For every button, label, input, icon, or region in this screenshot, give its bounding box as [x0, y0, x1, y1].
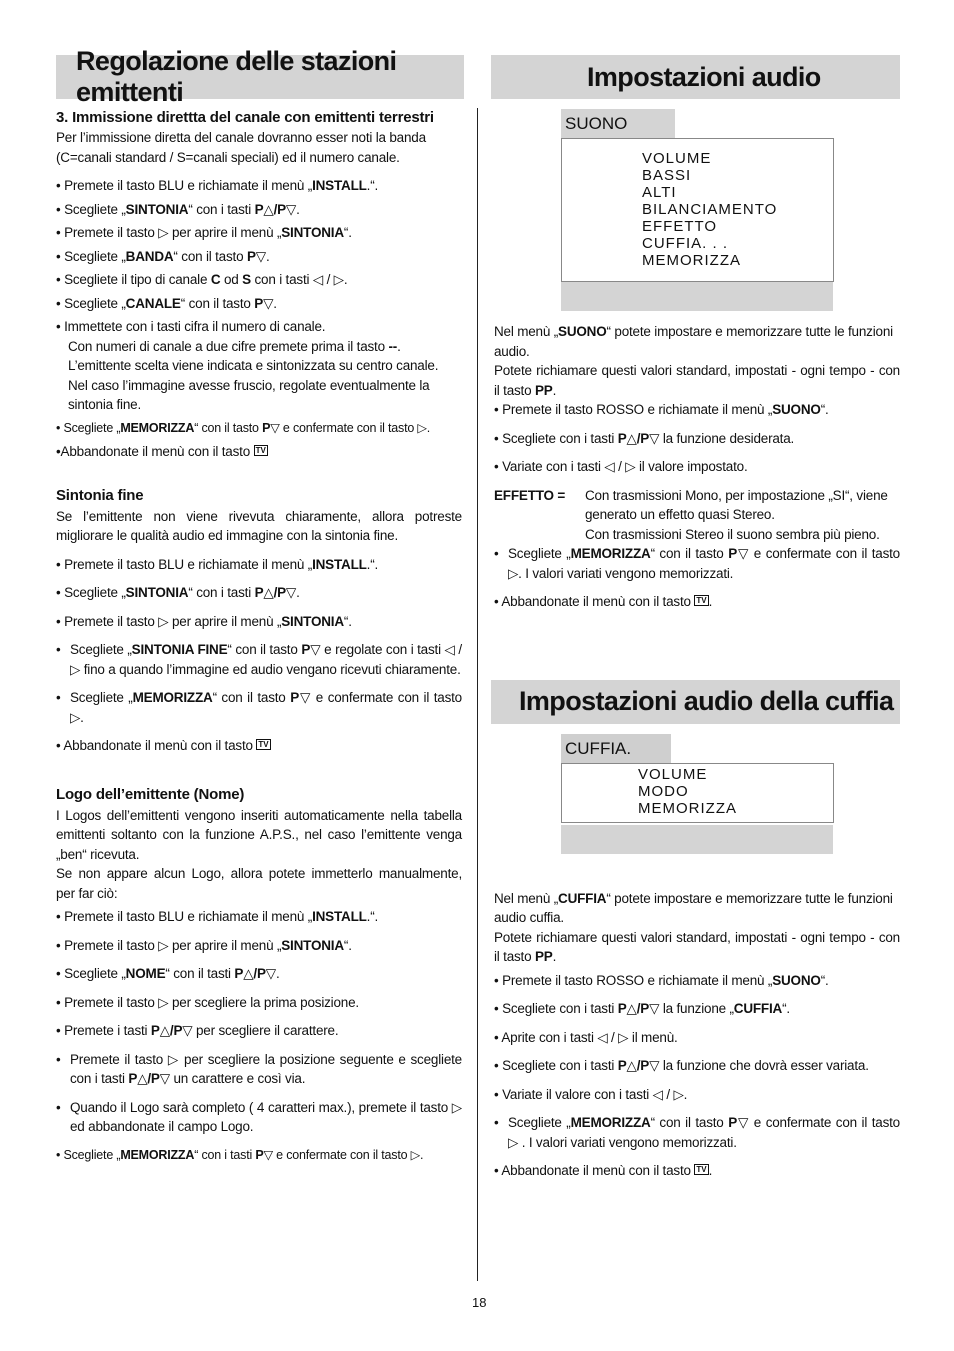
list-item: • Scegliete il tipo di canale C od S con i tasti ◁ / ▷. [56, 272, 348, 287]
paragraph: Se l’emittente non viene rivevuta chiaramente, allora potreste migliorare le qualità audio ed immagine con la sintonia fine. [56, 508, 462, 543]
list-item: • Variate con i tasti ◁ / ▷ il valore impostato. [494, 459, 748, 474]
section-immissione-diretta [56, 109, 462, 462]
section-heading: Sintonia fine [56, 486, 144, 504]
section-banner-stazioni: Regolazione delle stazioni emittenti [56, 55, 464, 99]
list-item: • Premete i tasti P△/P▽ per scegliere il carattere. [56, 1023, 339, 1038]
menu-tab-suono: SUONO [561, 109, 675, 138]
list-item: • Scegliete „SINTONIA“ con i tasti P△/P▽. [56, 201, 300, 217]
section-heading: 3. Immissione direttta del canale con emittenti terrestri [56, 109, 434, 126]
list-item: • Scegliete „MEMORIZZA“ con il tasto P▽ e confermate con il tasto ▷. [56, 420, 431, 435]
menu-item: BASSI [642, 167, 692, 184]
menu-cuffia [561, 734, 900, 854]
paragraph: Per l’immissione diretta del canale dovranno esser noti la banda (C=canali standard / S=canali speciali) ed il numero canale. [56, 130, 426, 165]
paragraph: Potete richiamare questi valori standard, impostati - ogni tempo - con il tasto PP. [494, 363, 900, 398]
section-suono-text [494, 322, 900, 612]
section-logo-emittente [56, 786, 462, 1166]
paragraph: Se non appare alcun Logo, allora potete immetterlo manualmente, per far ciò: [56, 866, 462, 901]
list-item: • Scegliete con i tasti P△/P▽ la funzione „CUFFIA“. [494, 1001, 790, 1016]
menu-item: MEMORIZZA [638, 799, 737, 817]
menu-items [562, 764, 833, 817]
list-item: • Scegliete „BANDA“ con il tasto P▽. [56, 248, 270, 264]
list-item: • Scegliete „SINTONIA FINE“ con il tasto P▽ e regolate con i tasti ◁ / ▷ fino a quando l’immagine ed audio vengano ricevuti chiaramente. [56, 642, 462, 677]
list-item: • Scegliete „SINTONIA“ con i tasti P△/P▽. [56, 585, 300, 600]
right-column [491, 55, 900, 1181]
list-item: • Aprite con i tasti ◁ / ▷ il menù. [494, 1029, 678, 1045]
list-item: • Premete il tasto ▷ per aprire il menù „SINTONIA“. [56, 937, 352, 953]
menu-footer-bar [561, 282, 833, 311]
menu-item: MODO [638, 782, 689, 800]
list-item: • Scegliete „MEMORIZZA“ con il tasto P▽ e confermate con il tasto ▷. I valori variati vengono memorizzati. [494, 546, 900, 581]
list-item: • Premete il tasto ▷ per scegliere la prima posizione. [56, 994, 359, 1010]
menu-item: ALTI [642, 184, 677, 201]
menu-items [562, 139, 833, 269]
menu-tab-cuffia: CUFFIA. [561, 734, 671, 763]
list-item: • Premete il tasto ▷ per scegliere la posizione seguente e scegliete con i tasti P△/P▽ un carattere e così via. [56, 1051, 462, 1086]
tv-key-icon: TV [696, 1165, 707, 1174]
list-item: •Abbandonate il menù con il tasto TV [56, 444, 266, 459]
menu-item: EFFETTO [642, 218, 718, 235]
list-item: • Premete il tasto BLU e richiamate il menù „INSTALL.“. [56, 556, 379, 572]
tv-key-icon: TV [258, 740, 269, 749]
list-item: • Scegliete „NOME“ con il tasti P△/P▽. [56, 966, 280, 981]
paragraph: Nel menù „CUFFIA“ potete impostare e memorizzare tutte le funzioni audio cuffia. [494, 890, 893, 925]
list-item: • Premete il tasto BLU e richiamate il menù „INSTALL.“. [56, 909, 379, 924]
tv-key-icon: TV [696, 596, 707, 605]
list-item: • Scegliete „MEMORIZZA“ con il tasto P▽ e confermate con il tasto ▷ . I valori variati vengono memorizzati. [494, 1115, 900, 1150]
menu-item: VOLUME [638, 765, 708, 783]
menu-item: MEMORIZZA [642, 252, 741, 269]
paragraph: Potete richiamare questi valori standard, impostati - ogni tempo - con il tasto PP. [494, 929, 900, 964]
list-item: • Scegliete con i tasti P△/P▽ la funzione che dovrà esser variata. [494, 1058, 869, 1073]
left-column [56, 46, 462, 1165]
page-number: 18 [472, 1295, 487, 1310]
list-item: • Premete il tasto BLU e richiamate il menù „INSTALL.“. [56, 178, 379, 193]
section-sintonia-fine [56, 487, 462, 756]
list-item: • Immettete con i tasti cifra il numero di canale. Con numeri di canale a due cifre premete prima il tasto --. L’emittente scelta viene indicata e sintonizzata su centro canale. Nel caso l’immagine avesse fruscio, regolate eventualmente la sintonia fine. [56, 319, 439, 412]
list-item: • Premete il tasto ROSSO e richiamate il menù „SUONO“. [494, 402, 829, 417]
tv-key-icon: TV [255, 446, 266, 455]
effetto-label: EFFETTO = [494, 487, 566, 503]
menu-suono [561, 109, 900, 311]
column-divider [477, 108, 478, 1281]
section-heading: Logo dell’emittente (Nome) [56, 785, 245, 803]
list-item: • Quando il Logo sarà completo ( 4 caratteri max.), premete il tasto ▷ ed abbandonate il campo Logo. [56, 1099, 462, 1134]
list-item: • Abbandonate il menù con il tasto TV [56, 738, 269, 753]
list-item: • Scegliete „MEMORIZZA“ con i tasti P▽ e confermate con il tasto ▷. [56, 1147, 424, 1162]
paragraph: Nel menù „SUONO“ potete impostare e memorizzare tutte le funzioni audio. [494, 324, 893, 359]
section-banner-cuffia: Impostazioni audio della cuffia [491, 680, 900, 724]
list-item: • Premete il tasto ▷ per aprire il menù „SINTONIA“. [56, 225, 352, 240]
list-item: • Premete il tasto ▷ per aprire il menù „SINTONIA“. [56, 613, 352, 629]
list-item: • Premete il tasto ROSSO e richiamate il menù „SUONO“. [494, 972, 829, 988]
list-item: • Scegliete „CANALE“ con il tasto P▽. [56, 295, 277, 311]
list-item: • Abbandonate il menù con il tasto TV . [494, 1163, 713, 1178]
menu-footer-bar [561, 825, 833, 854]
effetto-definition: EFFETTO = Con trasmissioni Mono, per impostazione „SI“, viene generato un effetto quasi Stereo. Con trasmissioni Stereo il suono sembra più pieno. [494, 486, 900, 545]
section-banner-audio: Impostazioni audio [491, 55, 900, 99]
menu-item: CUFFIA. . . [642, 235, 728, 252]
list-item: • Variate il valore con i tasti ◁ / ▷. [494, 1086, 688, 1102]
paragraph: I Logos dell’emittenti vengono inseriti automaticamente nella tabella emittenti soltanto con la funzione A.P.S., nel caso l’emittente venga „ben“ ricevuta. [56, 807, 462, 862]
list-item: • Scegliete „MEMORIZZA“ con il tasto P▽ e confermate con il tasto ▷. [56, 690, 462, 725]
list-item: • Abbandonate il menù con il tasto TV . [494, 594, 713, 609]
section-cuffia-text [494, 889, 900, 1181]
menu-item: BILANCIAMENTO [642, 201, 778, 218]
menu-item: VOLUME [642, 150, 712, 167]
list-item: • Scegliete con i tasti P△/P▽ la funzione desiderata. [494, 430, 795, 446]
